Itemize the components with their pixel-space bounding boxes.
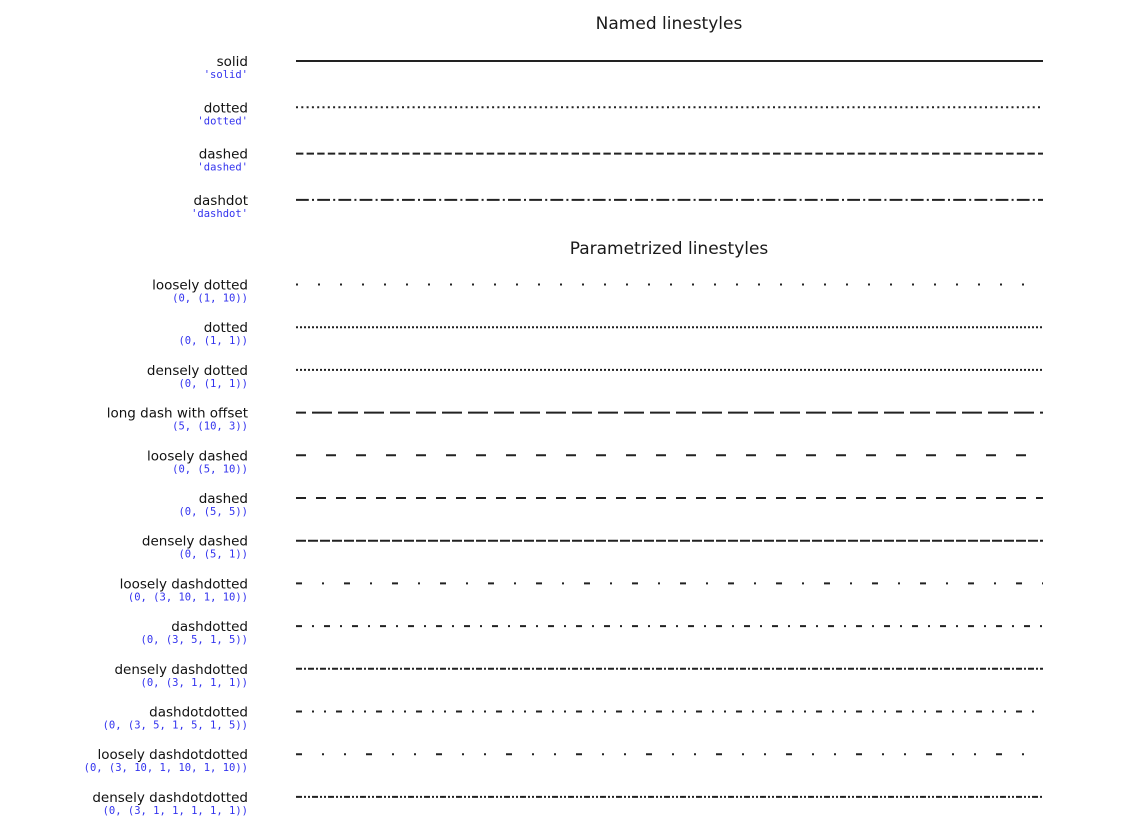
- parametrized-linestyles-panel: [84, 239, 1043, 817]
- param-dotted-1-label: dotted: [203, 320, 248, 337]
- named-dashdot-3-label: dashdot: [193, 192, 248, 209]
- param-densely-dashed-6-code: (0, (5, 1)): [178, 548, 248, 561]
- param-loosely-dashed-4-label: loosely dashed: [147, 448, 248, 465]
- param-loosely-dashdotdotted-11-code: (0, (3, 10, 1, 10, 1, 10)): [83, 762, 248, 775]
- param-loosely-dashdotted-7-code: (0, (3, 10, 1, 10)): [127, 591, 248, 604]
- param-long-dash-with-offset-3-label: long dash with offset: [106, 405, 248, 422]
- param-loosely-dashdotted-7-label: loosely dashdotted: [119, 576, 248, 593]
- param-dashdotted-8-label: dashdotted: [171, 619, 248, 636]
- param-densely-dashdotted-9-label: densely dashdotted: [114, 661, 248, 678]
- param-dashdotdotted-10-label: dashdotdotted: [149, 704, 248, 721]
- param-densely-dotted-2-code: (0, (1, 1)): [178, 377, 248, 390]
- parametrized-linestyles-title: Parametrized linestyles: [569, 239, 769, 259]
- named-dotted-1-code: 'dotted': [197, 115, 248, 128]
- named-solid-0-label: solid: [216, 54, 248, 70]
- parametrized-linestyles-rows: [84, 278, 1043, 817]
- named-linestyles-panel: [191, 14, 1043, 220]
- param-loosely-dotted-0-label: loosely dotted: [152, 277, 248, 294]
- param-densely-dashdotdotted-12-code: (0, (3, 1, 1, 1, 1, 1)): [102, 804, 248, 817]
- param-densely-dashed-6-label: densely dashed: [141, 533, 248, 550]
- param-dashdotdotted-10-code: (0, (3, 5, 1, 5, 1, 5)): [102, 719, 248, 732]
- param-dashdotted-8-code: (0, (3, 5, 1, 5)): [140, 634, 248, 647]
- param-loosely-dashed-4-code: (0, (5, 10)): [172, 463, 248, 476]
- named-dotted-1-label: dotted: [203, 100, 248, 117]
- param-long-dash-with-offset-3-code: (5, (10, 3)): [172, 420, 248, 433]
- param-loosely-dotted-0-code: (0, (1, 10)): [172, 292, 248, 305]
- param-densely-dotted-2-label: densely dotted: [146, 362, 248, 379]
- param-loosely-dashdotdotted-11-label: loosely dashdotdotted: [97, 747, 248, 764]
- named-linestyles-title: Named linestyles: [595, 14, 743, 34]
- param-dotted-1-code: (0, (1, 1)): [178, 335, 248, 348]
- param-densely-dashdotted-9-code: (0, (3, 1, 1, 1)): [140, 676, 248, 689]
- named-linestyles-rows: [191, 54, 1043, 220]
- named-dashed-2-label: dashed: [198, 146, 248, 163]
- named-dashdot-3-code: 'dashdot': [191, 207, 248, 220]
- param-dashed-5-code: (0, (5, 5)): [178, 506, 248, 518]
- named-dashed-2-code: 'dashed': [197, 161, 248, 174]
- named-solid-0-code: 'solid': [203, 69, 248, 81]
- param-densely-dashdotdotted-12-label: densely dashdotdotted: [92, 789, 248, 806]
- param-dashed-5-label: dashed: [198, 491, 248, 507]
